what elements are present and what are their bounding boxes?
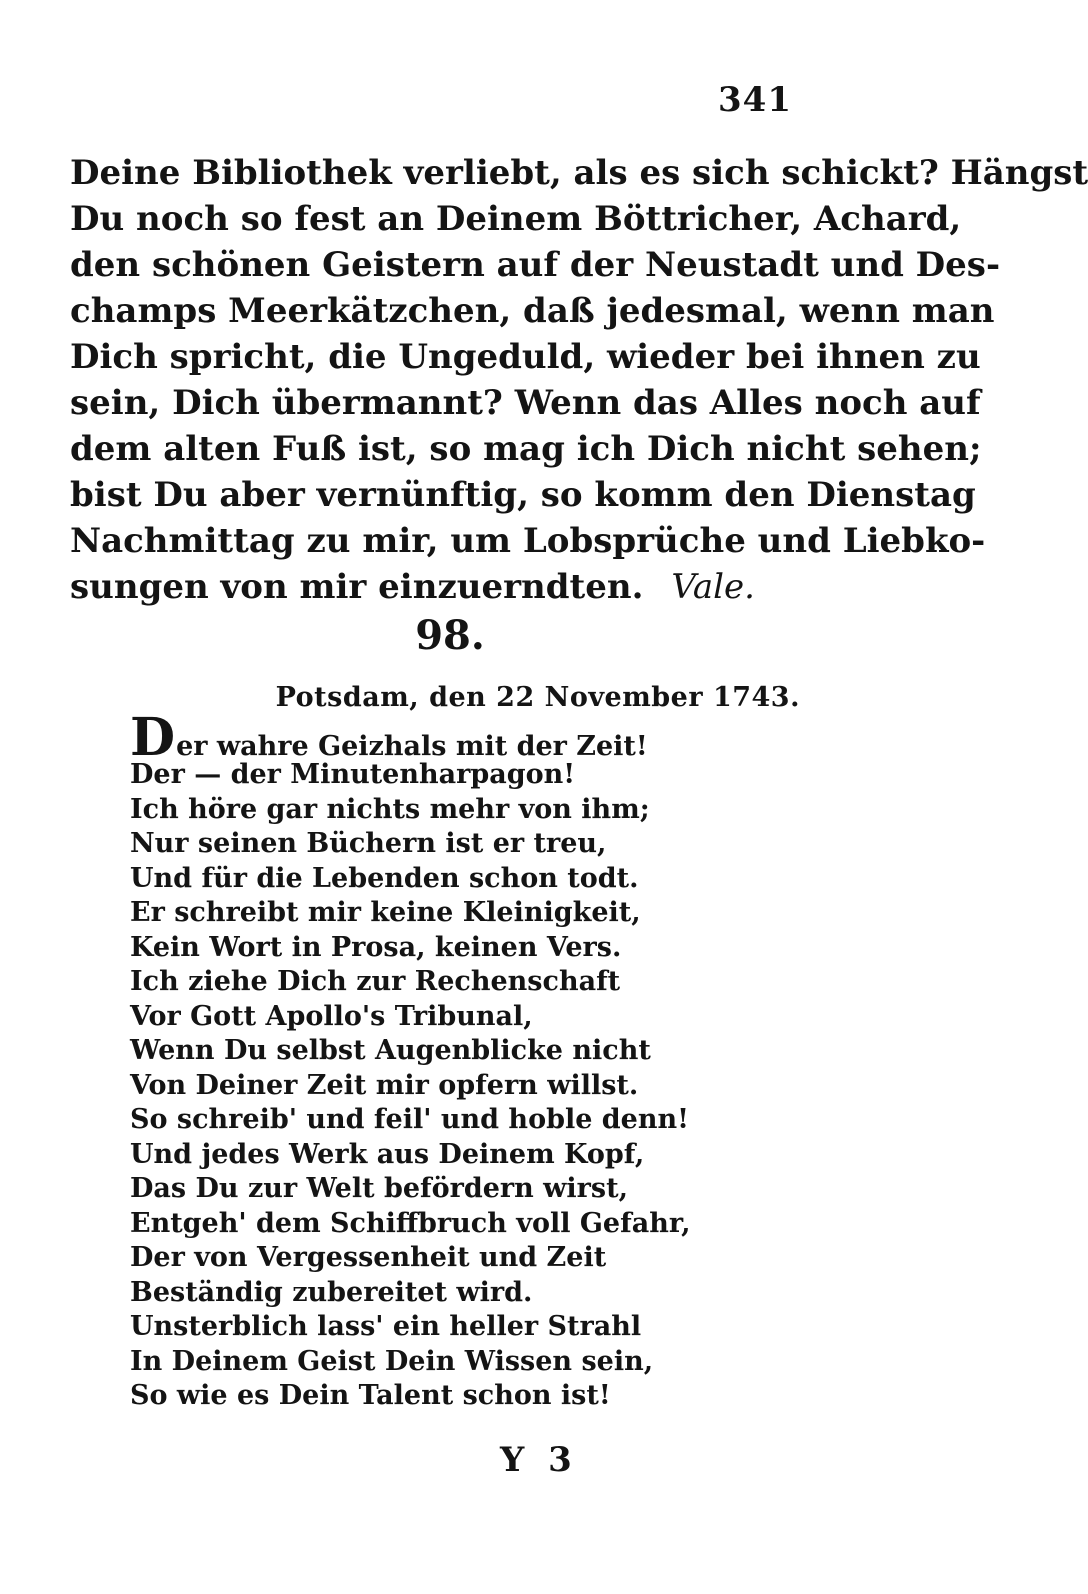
poem-line: So schreib' und feil' und hoble denn!	[130, 1104, 689, 1135]
poem-line: Ich höre gar nichts mehr von ihm;	[130, 793, 650, 825]
letter-number: 98.	[415, 612, 485, 659]
poem-line: Beständig zubereitet wird.	[130, 1276, 533, 1308]
poem-line: So wie es Dein Talent schon ist!	[130, 1380, 611, 1411]
poem-line: Wenn Du selbst Augenblicke nicht	[130, 1035, 651, 1066]
poem	[130, 707, 750, 1414]
poem-line: Nur seinen Büchern ist er treu,	[130, 828, 607, 859]
poem-line: Der von Vergessenheit und Zeit	[130, 1242, 607, 1273]
poem-first-line-text: er wahre Geizhals mit der Zeit!	[176, 731, 648, 762]
dateline: Potsdam, den 22 November 1743.	[275, 682, 800, 713]
poem-line: Das Du zur Welt befördern wirst,	[130, 1173, 628, 1204]
prose-line: champs Meerkätzchen, daß jedesmal, wenn man	[70, 291, 995, 331]
poem-line: Und für die Lebenden schon todt.	[130, 862, 639, 894]
prose-last-line	[70, 564, 805, 610]
prose-line-text: sungen von mir einzuerndten.	[70, 567, 644, 607]
prose-line: sein, Dich übermannt? Wenn das Alles noch auf	[70, 383, 981, 423]
poem-line: Entgeh' dem Schiffbruch voll Gefahr,	[130, 1207, 691, 1239]
poem-line: Der — der Minutenharpagon!	[130, 759, 576, 790]
prose-line: Du noch so fest an Deinem Böttricher, Achard,	[70, 199, 962, 239]
prose-line: dem alten Fuß ist, so mag ich Dich nicht sehen;	[70, 429, 982, 469]
prose-line: Dich spricht, die Ungeduld, wieder bei ihnen zu	[70, 337, 981, 377]
poem-line: Er schreibt mir keine Kleinigkeit,	[130, 897, 641, 928]
prose-line: bist Du aber vernünftig, so komm den Dienstag	[70, 475, 976, 515]
closing-word: Vale.	[671, 567, 755, 607]
poem-line: Und jedes Werk aus Deinem Kopf,	[130, 1138, 645, 1170]
prose-line: den schönen Geistern auf der Neustadt und Des-	[70, 245, 1001, 285]
prose-line: Deine Bibliothek verliebt, als es sich schickt? Hängst	[70, 153, 1088, 193]
prose-paragraph	[70, 150, 1088, 610]
drop-initial: D	[130, 707, 176, 768]
poem-line: Von Deiner Zeit mir opfern willst.	[130, 1069, 639, 1101]
poem-line: Kein Wort in Prosa, keinen Vers.	[130, 931, 622, 963]
signature-mark: Y 3	[500, 1440, 578, 1480]
page-number: 341	[718, 80, 792, 120]
poem-first-line	[130, 707, 750, 768]
poem-line: Vor Gott Apollo's Tribunal,	[130, 1000, 533, 1032]
poem-line: Ich ziehe Dich zur Rechenschaft	[130, 966, 621, 997]
poem-line: Unsterblich lass' ein heller Strahl	[130, 1311, 642, 1342]
poem-line: In Deinem Geist Dein Wissen sein,	[130, 1345, 654, 1377]
prose-line: Nachmittag zu mir, um Lobsprüche und Liebko-	[70, 521, 986, 561]
